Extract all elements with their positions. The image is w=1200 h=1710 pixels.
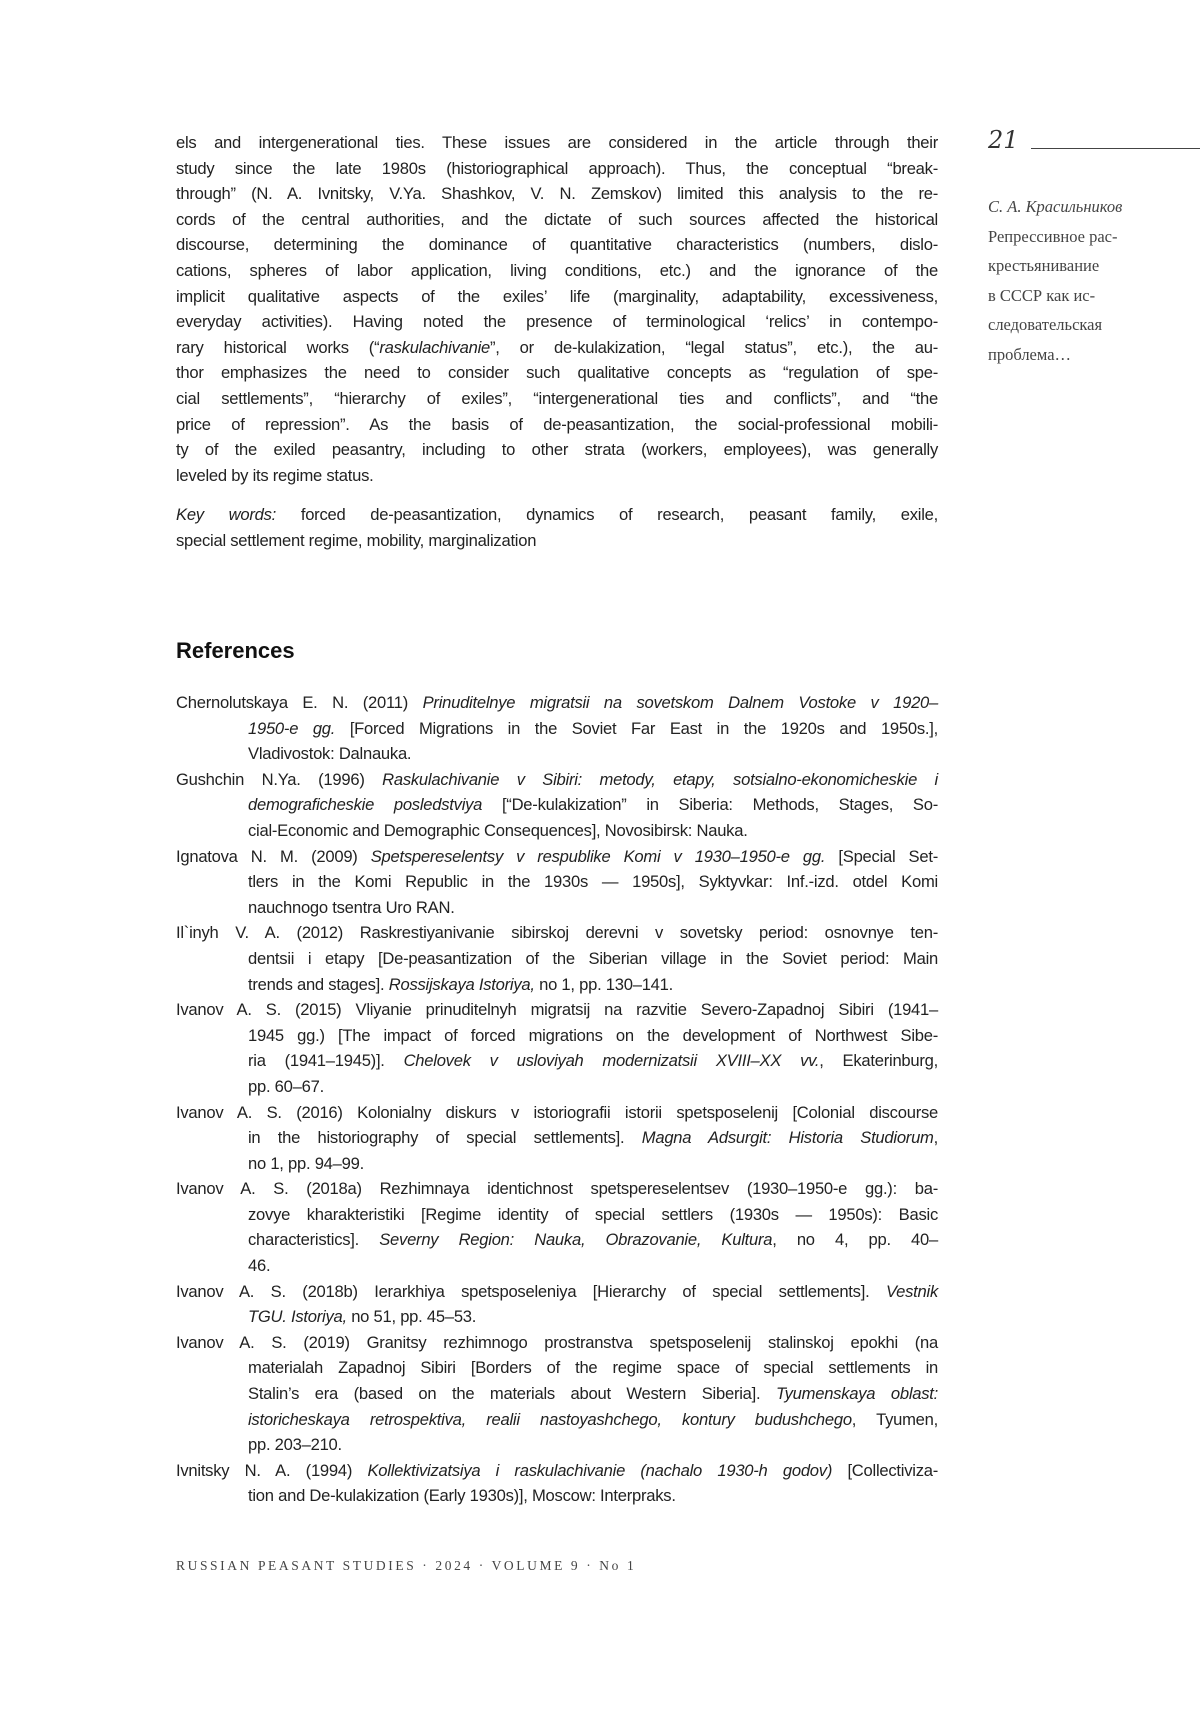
text-run: tion and De-kulakization (Early 1930s)], Moscow: Interpraks. <box>248 1486 676 1505</box>
abstract-line <box>176 207 938 233</box>
text-run: , Tyumen, <box>852 1410 938 1429</box>
keywords-line <box>176 502 938 528</box>
italic-text: Chelovek v usloviyah modernizatsii XVIII–XX vv. <box>404 1051 820 1070</box>
text-run: Stalin’s era (based on the materials about Western Siberia]. <box>248 1384 776 1403</box>
reference-line <box>176 1176 938 1202</box>
reference-line <box>176 1100 938 1126</box>
italic-text: 1950-e gg. <box>248 719 335 738</box>
reference-line <box>176 1458 938 1484</box>
italic-text: Kollektivizatsiya i raskulachivanie (nachalo 1930-h godov) <box>367 1461 832 1480</box>
text-run: special settlement regime, mobility, marginalization <box>176 531 536 550</box>
text-run: trends and stages]. <box>248 975 389 994</box>
text-run: [Special Set- <box>825 847 938 866</box>
reference-line <box>176 1202 938 1228</box>
italic-text: demograficheskie posledstviya <box>248 795 482 814</box>
sidebar-title-line: Репрессивное рас- <box>988 222 1122 252</box>
abstract-line <box>176 181 938 207</box>
text-run: forced de-peasantization, dynamics of research, peasant family, exile, <box>276 505 938 524</box>
text-run: no 1, pp. 130–141. <box>535 975 673 994</box>
reference-entry <box>176 1458 938 1509</box>
reference-line <box>176 792 938 818</box>
reference-entry <box>176 997 938 1099</box>
italic-text: Vestnik <box>886 1282 938 1301</box>
italic-text: Spetspereselentsy v respublike Komi v 1930–1950-e gg. <box>371 847 826 866</box>
reference-line <box>176 767 938 793</box>
reference-line <box>176 1330 938 1356</box>
italic-text: Prinuditelnye migratsii na sovetskom Dalnem Vostoke v 1920– <box>423 693 938 712</box>
reference-line <box>176 1483 938 1509</box>
text-run: no 51, pp. 45–53. <box>347 1307 476 1326</box>
text-run: cations, spheres of labor application, living conditions, etc.) and the ignorance of the <box>176 261 938 280</box>
text-run: price of repression”. As the basis of de-peasantization, the social-professional mobili- <box>176 415 938 434</box>
text-run: through” (N. A. Ivnitsky, V.Ya. Shashkov, V. N. Zemskov) limited this analysis to the re- <box>176 184 938 203</box>
reference-line <box>176 1279 938 1305</box>
abstract-line <box>176 309 938 335</box>
abstract-paragraph <box>176 130 938 488</box>
text-run: pp. 60–67. <box>248 1077 324 1096</box>
reference-line <box>176 1355 938 1381</box>
italic-text: Raskulachivanie v Sibiri: metody, etapy, sotsialno-ekonomicheskie i <box>382 770 938 789</box>
reference-entry <box>176 690 938 767</box>
text-run: ria (1941–1945)]. <box>248 1051 404 1070</box>
running-header-sidebar <box>988 192 1122 369</box>
reference-line <box>176 1253 938 1279</box>
text-run: pp. 203–210. <box>248 1435 342 1454</box>
text-run: 1945 gg.) [The impact of forced migrations on the development of Northwest Sibe- <box>248 1026 938 1045</box>
abstract-line <box>176 360 938 386</box>
text-run: Gushchin N.Ya. (1996) <box>176 770 382 789</box>
reference-line <box>176 1227 938 1253</box>
text-run: cords of the central authorities, and the dictate of such sources affected the historical <box>176 210 938 229</box>
sidebar-title-line: проблема… <box>988 340 1122 370</box>
reference-line <box>176 997 938 1023</box>
text-run: Ivanov A. S. (2019) Granitsy rezhimnogo prostranstva spetsposelenij stalinskoj epokhi (na <box>176 1333 938 1352</box>
text-run: leveled by its regime status. <box>176 466 374 485</box>
text-run: Vladivostok: Dalnauka. <box>248 744 411 763</box>
abstract-line <box>176 412 938 438</box>
header-rule <box>1031 148 1200 149</box>
text-run: Ivnitsky N. A. (1994) <box>176 1461 367 1480</box>
keywords-line <box>176 528 938 554</box>
italic-text: Severny Region: Nauka, Obrazovanie, Kultura <box>379 1230 772 1249</box>
text-run: implicit qualitative aspects of the exiles’ life (marginality, adaptability, excessiveness, <box>176 287 938 306</box>
reference-line <box>176 1432 938 1458</box>
reference-line <box>176 1023 938 1049</box>
journal-footer: RUSSIAN PEASANT STUDIES · 2024 · VOLUME 9 · No 1 <box>176 1558 636 1574</box>
reference-line <box>176 920 938 946</box>
italic-text: Magna Adsurgit: Historia Studiorum <box>642 1128 934 1147</box>
text-run: tlers in the Komi Republic in the 1930s — 1950s], Syktyvkar: Inf.-izd. otdel Komi <box>248 872 938 891</box>
reference-entry <box>176 1176 938 1278</box>
reference-line <box>176 690 938 716</box>
reference-line <box>176 1407 938 1433</box>
reference-entry <box>176 844 938 921</box>
italic-text: Tyumenskaya oblast: <box>776 1384 938 1403</box>
text-run: study since the late 1980s (historiographical approach). Thus, the conceptual “break- <box>176 159 938 178</box>
abstract-line <box>176 232 938 258</box>
reference-line <box>176 716 938 742</box>
abstract-line <box>176 284 938 310</box>
reference-line <box>176 818 938 844</box>
abstract-line <box>176 386 938 412</box>
text-run: discourse, determining the dominance of quantitative characteristics (numbers, dislo- <box>176 235 938 254</box>
text-run: [Collectiviza- <box>832 1461 938 1480</box>
abstract-line <box>176 156 938 182</box>
italic-text: istoricheskaya retrospektiva, realii nastoyashchego, kontury budushchego <box>248 1410 852 1429</box>
reference-line <box>176 1304 938 1330</box>
text-run: nauchnogo tsentra Uro RAN. <box>248 898 455 917</box>
reference-entry <box>176 767 938 844</box>
text-run: Chernolutskaya E. N. (2011) <box>176 693 423 712</box>
text-run: dentsii i etapy [De-peasantization of the Siberian village in the Soviet period: Main <box>248 949 938 968</box>
italic-text: TGU. Istoriya, <box>248 1307 347 1326</box>
reference-entry <box>176 1330 938 1458</box>
text-run: Ivanov A. S. (2018b) Ierarkhiya spetsposeleniya [Hierarchy of special settlements]. <box>176 1282 886 1301</box>
text-run: ”, or de-kulakization, “legal status”, etc.), the au- <box>490 338 938 357</box>
keywords-paragraph <box>176 502 938 553</box>
reference-line <box>176 1151 938 1177</box>
sidebar-title-line: в СССР как ис- <box>988 281 1122 311</box>
reference-line <box>176 946 938 972</box>
reference-line <box>176 869 938 895</box>
reference-entry <box>176 1100 938 1177</box>
text-run: , no 4, pp. 40– <box>772 1230 938 1249</box>
reference-entry <box>176 920 938 997</box>
sidebar-title-line: крестьянивание <box>988 251 1122 281</box>
italic-text: Key words: <box>176 505 276 524</box>
reference-line <box>176 1074 938 1100</box>
text-run: thor emphasizes the need to consider such qualitative concepts as “regulation of spe- <box>176 363 938 382</box>
text-run: cial-Economic and Demographic Consequences], Novosibirsk: Nauka. <box>248 821 748 840</box>
reference-line <box>176 972 938 998</box>
text-run: Ivanov A. S. (2018a) Rezhimnaya identichnost spetspereselentsev (1930–1950-e gg.): ba- <box>176 1179 938 1198</box>
abstract-line <box>176 130 938 156</box>
references-heading: References <box>176 638 295 664</box>
reference-line <box>176 1048 938 1074</box>
page-number: 21 <box>988 126 1019 154</box>
text-run: [“De-kulakization” in Siberia: Methods, Stages, So- <box>482 795 938 814</box>
reference-line <box>176 1125 938 1151</box>
italic-text: Rossijskaya Istoriya, <box>389 975 535 994</box>
text-run: Il`inyh V. A. (2012) Raskrestiyanivanie sibirskoj derevni v sovetsky period: osnovnye ten- <box>176 923 938 942</box>
text-run: 46. <box>248 1256 270 1275</box>
text-run: everyday activities). Having noted the presence of terminological ‘relics’ in contempo- <box>176 312 938 331</box>
reference-line <box>176 741 938 767</box>
text-run: Ignatova N. M. (2009) <box>176 847 371 866</box>
text-run: els and intergenerational ties. These issues are considered in the article through their <box>176 133 938 152</box>
reference-line <box>176 1381 938 1407</box>
text-run: no 1, pp. 94–99. <box>248 1154 364 1173</box>
abstract-line <box>176 437 938 463</box>
text-run: rary historical works (“ <box>176 338 379 357</box>
text-run: cial settlements”, “hierarchy of exiles”, “intergenerational ties and conflicts”, and “the <box>176 389 938 408</box>
text-run: zovye kharakteristiki [Regime identity of special settlers (1930s — 1950s): Basic <box>248 1205 938 1224</box>
text-run: in the historiography of special settlements]. <box>248 1128 642 1147</box>
abstract-line <box>176 463 938 489</box>
text-run: materialah Zapadnoj Sibiri [Borders of the regime space of special settlements in <box>248 1358 938 1377</box>
italic-text: raskulachivanie <box>379 338 490 357</box>
text-run: , Ekaterinburg, <box>819 1051 938 1070</box>
text-run: [Forced Migrations in the Soviet Far East in the 1920s and 1950s.], <box>335 719 938 738</box>
text-run: Ivanov A. S. (2016) Kolonialny diskurs v istoriografii istorii spetsposelenij [Colonial discourse <box>176 1103 938 1122</box>
abstract-line <box>176 335 938 361</box>
abstract-line <box>176 258 938 284</box>
text-run: ty of the exiled peasantry, including to other strata (workers, employees), was generally <box>176 440 938 459</box>
sidebar-title-line: следовательская <box>988 310 1122 340</box>
reference-entry <box>176 1279 938 1330</box>
reference-line <box>176 895 938 921</box>
text-run: , <box>934 1128 938 1147</box>
references-list <box>176 690 938 1509</box>
sidebar-author: С. А. Красильников <box>988 192 1122 222</box>
text-run: characteristics]. <box>248 1230 379 1249</box>
text-run: Ivanov A. S. (2015) Vliyanie prinuditelnyh migratsij na razvitie Severo-Zapadnoj Sibiri (1941– <box>176 1000 938 1019</box>
reference-line <box>176 844 938 870</box>
